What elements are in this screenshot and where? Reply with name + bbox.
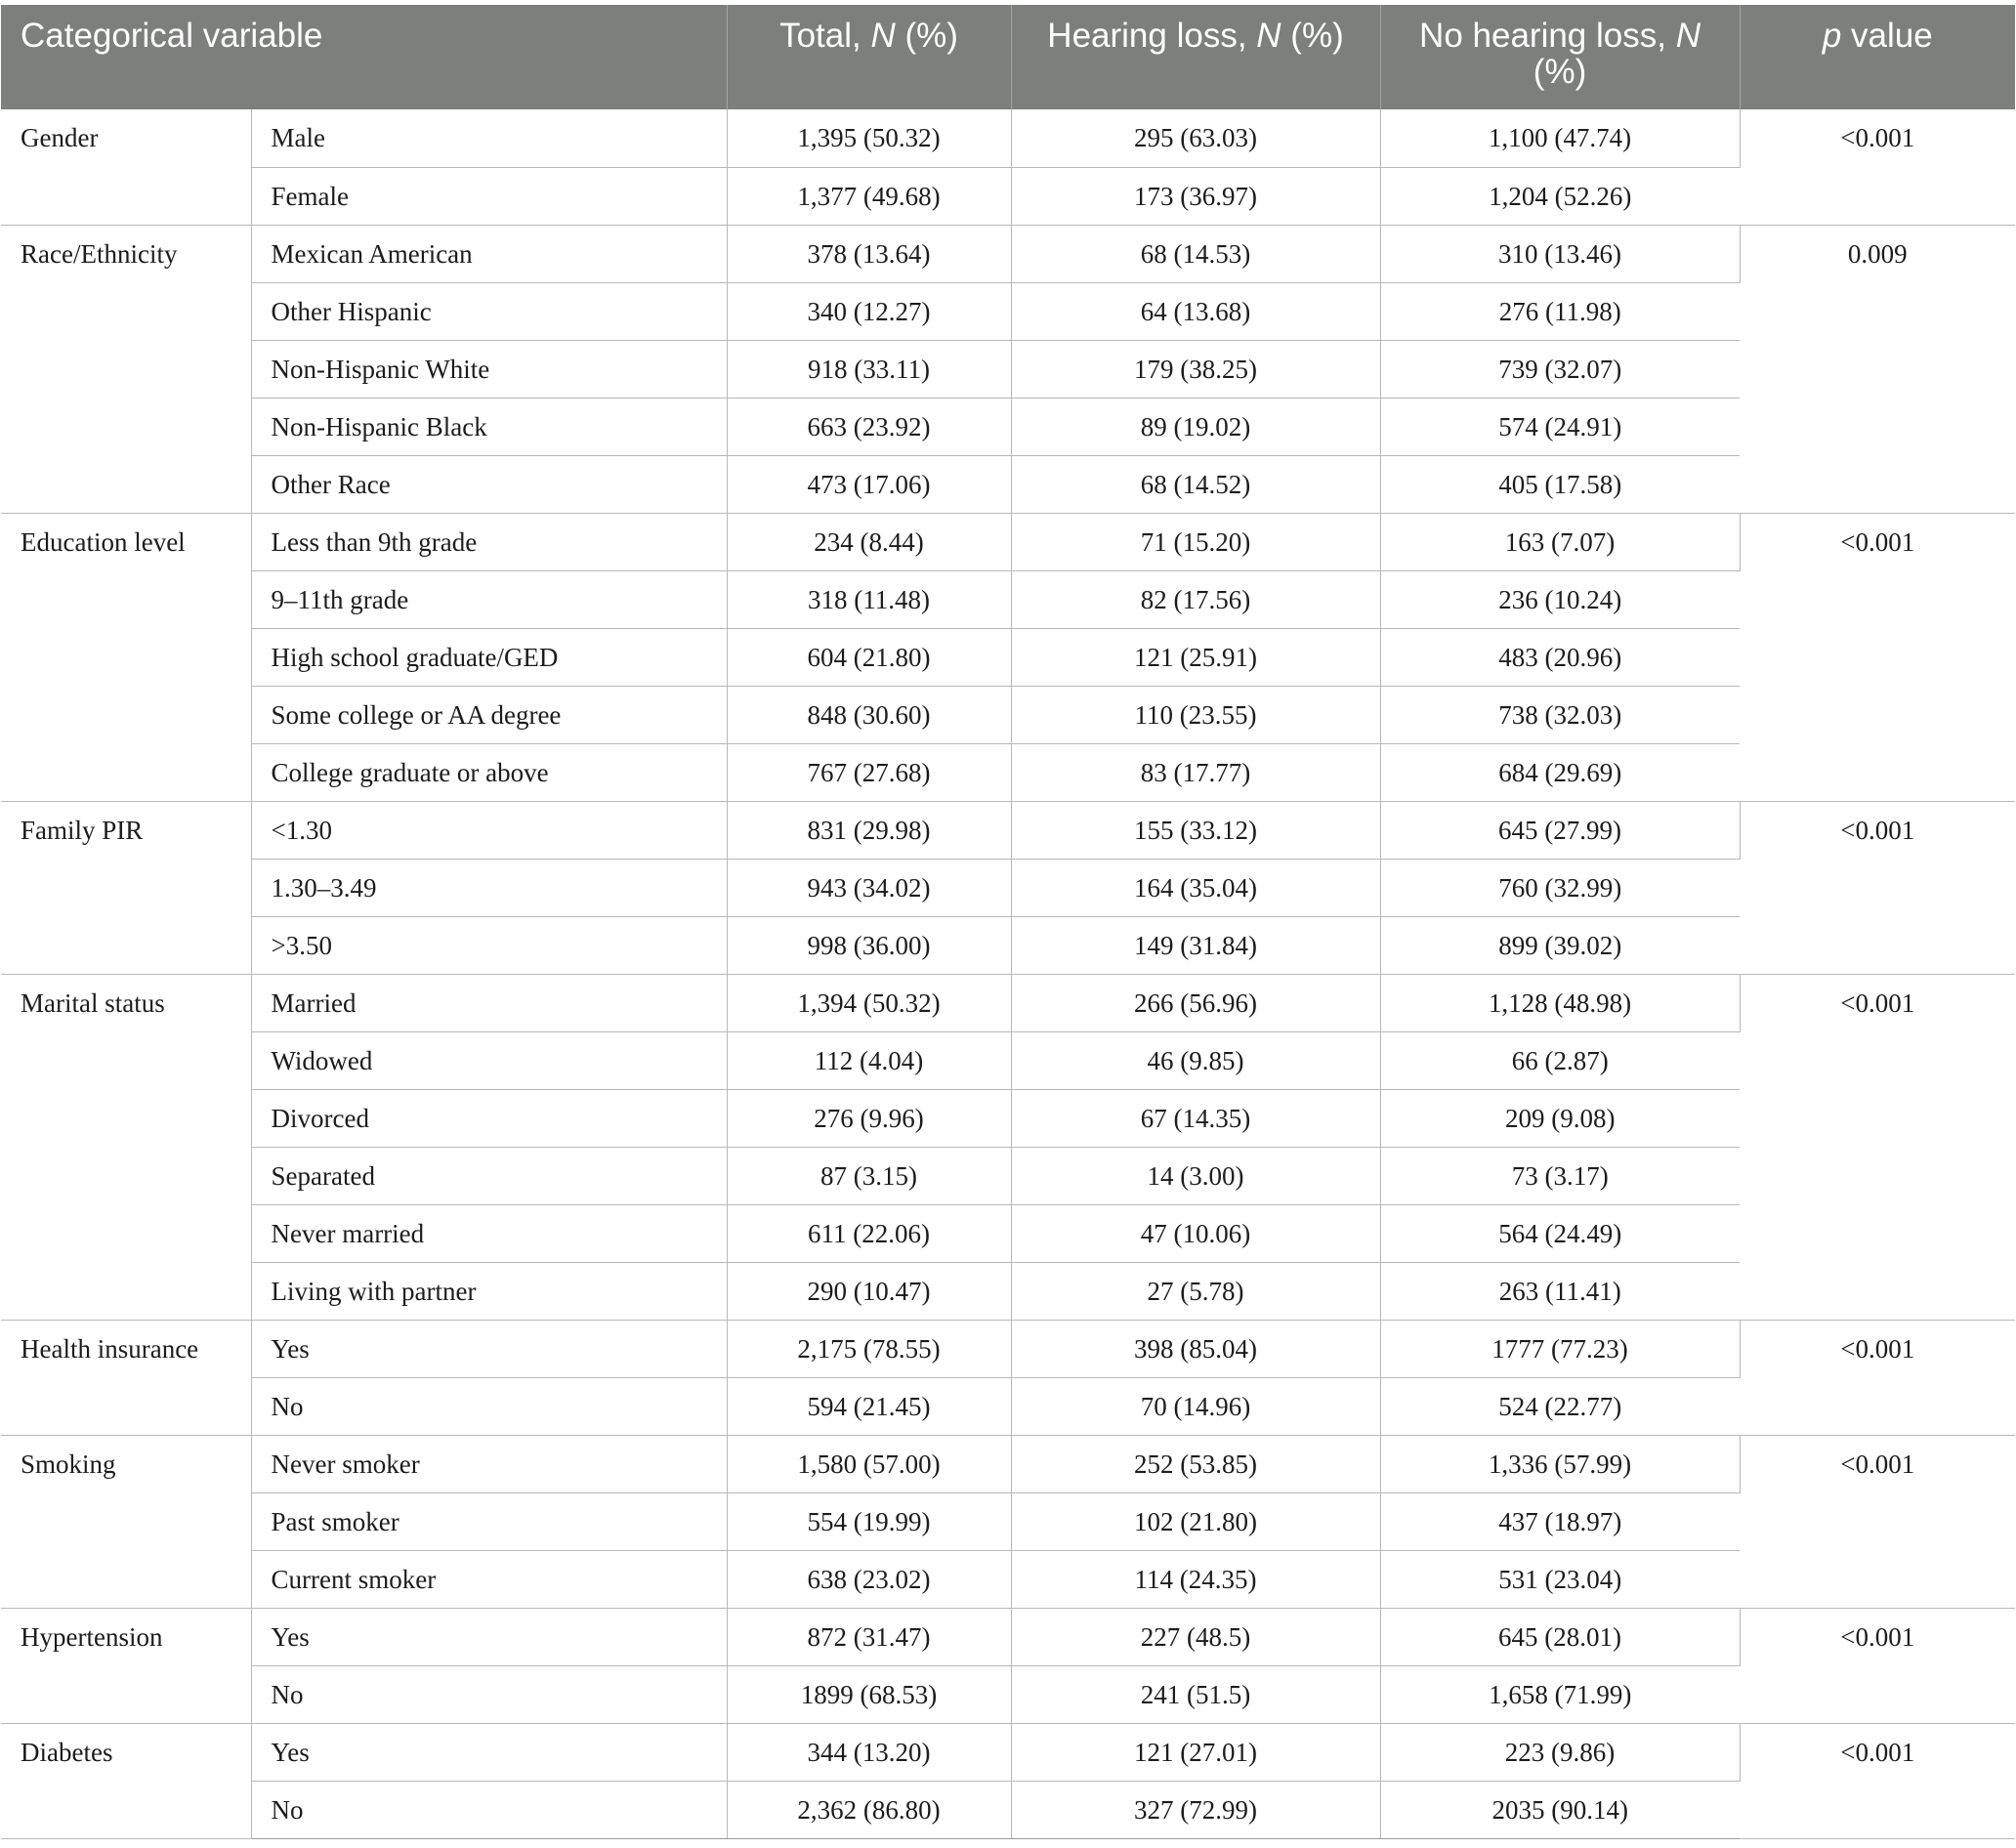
group-label: Gender [1,109,251,225]
no-hearing-loss-cell: 760 (32.99) [1380,859,1740,916]
total-cell: 831 (29.98) [727,801,1011,859]
no-hearing-loss-cell: 531 (23.04) [1380,1550,1740,1608]
table-row [1,1435,2015,1492]
category-cell: 9–11th grade [251,570,727,628]
table-row [1,686,2015,743]
no-hearing-loss-cell: 1,336 (57.99) [1380,1435,1740,1492]
total-cell: 872 (31.47) [727,1608,1011,1665]
table-row [1,801,2015,859]
hearing-loss-cell: 398 (85.04) [1011,1320,1380,1377]
table-row [1,1781,2015,1838]
total-cell: 943 (34.02) [727,859,1011,916]
header-nhl-suffix: (%) [1533,53,1587,91]
no-hearing-loss-cell: 899 (39.02) [1380,916,1740,974]
header-nhl-n: N [1675,17,1701,55]
header-row [1,5,2015,109]
table-row [1,1608,2015,1665]
header-total-n: N [870,17,896,55]
header-col1-text: Categorical variable [21,17,323,55]
hearing-loss-cell: 227 (48.5) [1011,1608,1380,1665]
category-cell: No [251,1377,727,1435]
header-p-value [1740,5,2015,109]
total-cell: 112 (4.04) [727,1031,1011,1089]
hearing-loss-cell: 14 (3.00) [1011,1147,1380,1204]
total-cell: 2,362 (86.80) [727,1781,1011,1838]
table-row [1,340,2015,398]
hearing-loss-cell: 89 (19.02) [1011,398,1380,455]
hearing-loss-cell: 70 (14.96) [1011,1377,1380,1435]
no-hearing-loss-cell: 209 (9.08) [1380,1089,1740,1147]
total-cell: 554 (19.99) [727,1492,1011,1550]
no-hearing-loss-cell: 223 (9.86) [1380,1723,1740,1781]
p-value-cell: <0.001 [1740,1320,2015,1435]
table-row [1,398,2015,455]
p-value-cell: 0.009 [1740,225,2015,513]
category-cell: Female [251,167,727,225]
header-total-prefix: Total, [779,17,871,55]
total-cell: 234 (8.44) [727,513,1011,570]
table-row [1,859,2015,916]
no-hearing-loss-cell: 684 (29.69) [1380,743,1740,801]
header-nhl-prefix: No hearing loss, [1419,17,1676,55]
category-cell: Separated [251,1147,727,1204]
header-hl-prefix: Hearing loss, [1047,17,1257,55]
total-cell: 340 (12.27) [727,282,1011,340]
hearing-loss-cell: 114 (24.35) [1011,1550,1380,1608]
hearing-loss-cell: 68 (14.53) [1011,225,1380,282]
hearing-loss-cell: 173 (36.97) [1011,167,1380,225]
hearing-loss-cell: 83 (17.77) [1011,743,1380,801]
header-hl-n: N [1256,17,1281,55]
header-total-suffix: (%) [895,17,958,55]
no-hearing-loss-cell: 437 (18.97) [1380,1492,1740,1550]
category-cell: Yes [251,1723,727,1781]
hearing-loss-cell: 110 (23.55) [1011,686,1380,743]
p-value-cell: <0.001 [1740,1435,2015,1608]
hearing-loss-cell: 179 (38.25) [1011,340,1380,398]
hearing-loss-cell: 295 (63.03) [1011,109,1380,167]
group-label: Family PIR [1,801,251,974]
category-cell: Yes [251,1320,727,1377]
category-cell: Current smoker [251,1550,727,1608]
hearing-loss-cell: 121 (25.91) [1011,628,1380,686]
header-hearing-loss [1011,5,1380,109]
hearing-loss-cell: 46 (9.85) [1011,1031,1380,1089]
group-label: Smoking [1,1435,251,1608]
table-row [1,513,2015,570]
hearing-loss-cell: 241 (51.5) [1011,1665,1380,1723]
no-hearing-loss-cell: 405 (17.58) [1380,455,1740,513]
table-row [1,1262,2015,1320]
table-row [1,455,2015,513]
table-header [1,5,2015,109]
no-hearing-loss-cell: 163 (7.07) [1380,513,1740,570]
p-value-cell: <0.001 [1740,109,2015,225]
hearing-loss-cell: 82 (17.56) [1011,570,1380,628]
hearing-loss-cell: 71 (15.20) [1011,513,1380,570]
total-cell: 473 (17.06) [727,455,1011,513]
no-hearing-loss-cell: 310 (13.46) [1380,225,1740,282]
p-value-cell: <0.001 [1740,801,2015,974]
p-value-cell: <0.001 [1740,513,2015,801]
group-label: Marital status [1,974,251,1320]
category-cell: Non-Hispanic Black [251,398,727,455]
category-cell: No [251,1665,727,1723]
total-cell: 998 (36.00) [727,916,1011,974]
header-no-hearing-loss [1380,5,1740,109]
header-categorical-variable [1,5,727,109]
table-row [1,974,2015,1031]
group-label: Hypertension [1,1608,251,1723]
hearing-loss-cell: 47 (10.06) [1011,1204,1380,1262]
hearing-loss-cell: 68 (14.52) [1011,455,1380,513]
no-hearing-loss-cell: 524 (22.77) [1380,1377,1740,1435]
table-row [1,109,2015,167]
total-cell: 344 (13.20) [727,1723,1011,1781]
hearing-loss-cell: 252 (53.85) [1011,1435,1380,1492]
table-body [1,109,2015,1838]
hearing-loss-cell: 67 (14.35) [1011,1089,1380,1147]
category-cell: No [251,1781,727,1838]
no-hearing-loss-cell: 645 (27.99) [1380,801,1740,859]
table-row [1,1377,2015,1435]
table-row [1,282,2015,340]
total-cell: 318 (11.48) [727,570,1011,628]
total-cell: 611 (22.06) [727,1204,1011,1262]
no-hearing-loss-cell: 739 (32.07) [1380,340,1740,398]
p-value-cell: <0.001 [1740,974,2015,1320]
hearing-loss-cell: 121 (27.01) [1011,1723,1380,1781]
total-cell: 1,395 (50.32) [727,109,1011,167]
table-row [1,743,2015,801]
category-cell: High school graduate/GED [251,628,727,686]
no-hearing-loss-cell: 1,204 (52.26) [1380,167,1740,225]
category-cell: 1.30–3.49 [251,859,727,916]
category-cell: Married [251,974,727,1031]
category-cell: Some college or AA degree [251,686,727,743]
table-row [1,1550,2015,1608]
no-hearing-loss-cell: 1,658 (71.99) [1380,1665,1740,1723]
total-cell: 594 (21.45) [727,1377,1011,1435]
hearing-loss-cell: 164 (35.04) [1011,859,1380,916]
group-label: Diabetes [1,1723,251,1838]
category-cell: Past smoker [251,1492,727,1550]
category-cell: Divorced [251,1089,727,1147]
table-row [1,916,2015,974]
total-cell: 87 (3.15) [727,1147,1011,1204]
table-row [1,1492,2015,1550]
no-hearing-loss-cell: 1,128 (48.98) [1380,974,1740,1031]
no-hearing-loss-cell: 1,100 (47.74) [1380,109,1740,167]
no-hearing-loss-cell: 276 (11.98) [1380,282,1740,340]
header-p: p [1822,17,1842,55]
total-cell: 638 (23.02) [727,1550,1011,1608]
table-row [1,1723,2015,1781]
total-cell: 2,175 (78.55) [727,1320,1011,1377]
table-row [1,1031,2015,1089]
category-cell: Male [251,109,727,167]
category-cell: Mexican American [251,225,727,282]
table-row [1,167,2015,225]
total-cell: 1,394 (50.32) [727,974,1011,1031]
category-cell: Widowed [251,1031,727,1089]
category-cell: <1.30 [251,801,727,859]
categorical-variables-table [1,5,2015,1839]
header-hl-suffix: (%) [1281,17,1344,55]
table-row [1,1665,2015,1723]
hearing-loss-cell: 102 (21.80) [1011,1492,1380,1550]
no-hearing-loss-cell: 574 (24.91) [1380,398,1740,455]
table-row [1,1147,2015,1204]
no-hearing-loss-cell: 73 (3.17) [1380,1147,1740,1204]
total-cell: 604 (21.80) [727,628,1011,686]
hearing-loss-cell: 27 (5.78) [1011,1262,1380,1320]
table-row [1,570,2015,628]
no-hearing-loss-cell: 236 (10.24) [1380,570,1740,628]
total-cell: 767 (27.68) [727,743,1011,801]
category-cell: Yes [251,1608,727,1665]
header-p-suffix: value [1841,17,1933,55]
hearing-loss-cell: 64 (13.68) [1011,282,1380,340]
category-cell: College graduate or above [251,743,727,801]
category-cell: >3.50 [251,916,727,974]
category-cell: Non-Hispanic White [251,340,727,398]
category-cell: Never married [251,1204,727,1262]
total-cell: 848 (30.60) [727,686,1011,743]
category-cell: Never smoker [251,1435,727,1492]
no-hearing-loss-cell: 263 (11.41) [1380,1262,1740,1320]
total-cell: 378 (13.64) [727,225,1011,282]
total-cell: 1,580 (57.00) [727,1435,1011,1492]
category-cell: Living with partner [251,1262,727,1320]
category-cell: Other Race [251,455,727,513]
category-cell: Other Hispanic [251,282,727,340]
table-row [1,1204,2015,1262]
hearing-loss-cell: 327 (72.99) [1011,1781,1380,1838]
no-hearing-loss-cell: 564 (24.49) [1380,1204,1740,1262]
no-hearing-loss-cell: 483 (20.96) [1380,628,1740,686]
total-cell: 1,377 (49.68) [727,167,1011,225]
table-row [1,1089,2015,1147]
data-table-container [1,5,2015,1839]
table-row [1,225,2015,282]
no-hearing-loss-cell: 645 (28.01) [1380,1608,1740,1665]
group-label: Education level [1,513,251,801]
group-label: Race/Ethnicity [1,225,251,513]
no-hearing-loss-cell: 2035 (90.14) [1380,1781,1740,1838]
group-label: Health insurance [1,1320,251,1435]
hearing-loss-cell: 266 (56.96) [1011,974,1380,1031]
hearing-loss-cell: 155 (33.12) [1011,801,1380,859]
p-value-cell: <0.001 [1740,1608,2015,1723]
no-hearing-loss-cell: 66 (2.87) [1380,1031,1740,1089]
total-cell: 663 (23.92) [727,398,1011,455]
header-total [727,5,1011,109]
category-cell: Less than 9th grade [251,513,727,570]
table-row [1,628,2015,686]
total-cell: 1899 (68.53) [727,1665,1011,1723]
hearing-loss-cell: 149 (31.84) [1011,916,1380,974]
table-row [1,1320,2015,1377]
total-cell: 276 (9.96) [727,1089,1011,1147]
no-hearing-loss-cell: 738 (32.03) [1380,686,1740,743]
total-cell: 290 (10.47) [727,1262,1011,1320]
p-value-cell: <0.001 [1740,1723,2015,1838]
total-cell: 918 (33.11) [727,340,1011,398]
no-hearing-loss-cell: 1777 (77.23) [1380,1320,1740,1377]
